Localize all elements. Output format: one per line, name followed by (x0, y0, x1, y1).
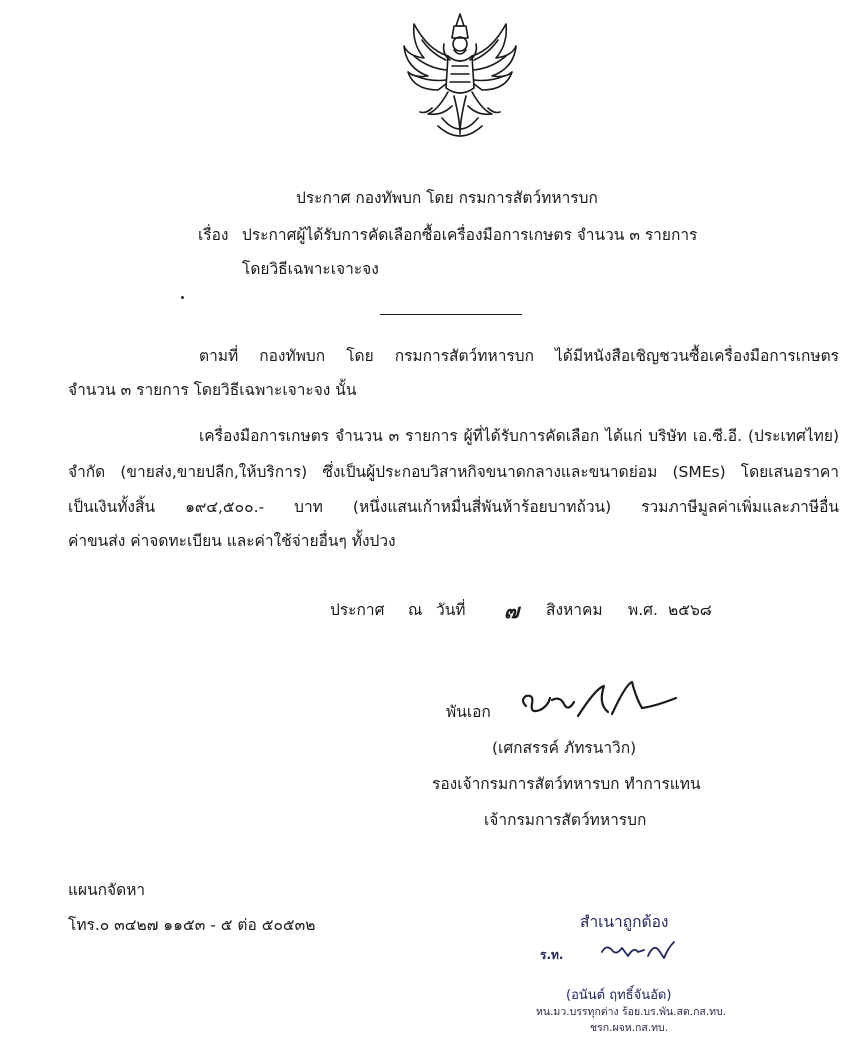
date-day-label: วันที่ (436, 601, 466, 619)
date-year-label: พ.ศ. (628, 601, 658, 619)
subject-line-2: โดยวิธีเฉพาะเจาะจง (242, 260, 379, 278)
footer-department: แผนกจัดหา (68, 881, 146, 899)
header-divider (380, 314, 522, 315)
paragraph-2-line-4: ค่าขนส่ง ค่าจดทะเบียน และค่าใช้จ่ายอื่นๆ ทั้งปวง (68, 532, 396, 550)
paragraph-1-line-2: จำนวน ๓ รายการ โดยวิธีเฉพาะเจาะจง นั้น (68, 381, 357, 399)
issuer-heading: ประกาศ กองทัพบก โดย กรมการสัตว์ทหารบก (296, 189, 598, 207)
paragraph-2-line-1: เครื่องมือการเกษตร จำนวน ๓ รายการ ผู้ที่ได้รับการคัดเลือก ได้แก่ บริษัท เอ.ซี.อี. (ประเทศไทย) (199, 427, 839, 445)
paragraph-2-line-2: จำกัด (ขายส่ง,ขายปลีก,ให้บริการ) ซึ่งเป็นผู้ประกอบวิสาหกิจขนาดกลางและขนาดย่อม (SMEs) โดยเสนอราคา (68, 463, 839, 481)
certifier-rank: ร.ท. (540, 948, 564, 962)
certifier-signature-icon (598, 934, 678, 964)
signer-position-1: รองเจ้ากรมการสัตว์ทหารบก ทำการแทน (432, 775, 701, 793)
footer-phone: โทร.๐ ๓๔๒๗ ๑๑๕๓ - ๕ ต่อ ๕๐๕๓๒ (68, 916, 316, 934)
date-day-handwritten: ๗ (504, 599, 520, 623)
certified-copy-text: สำเนาถูกต้อง (580, 913, 669, 931)
signature-mark-icon (516, 678, 686, 728)
signer-position-2: เจ้ากรมการสัตว์ทหารบก (484, 811, 647, 829)
garuda-emblem-icon (398, 10, 522, 146)
certifier-name: (อนันต์ ฤทธิ์จันอัด) (566, 988, 672, 1003)
subject-line-1: ประกาศผู้ได้รับการคัดเลือกซื้อเครื่องมือการเกษตร จำนวน ๓ รายการ (242, 226, 698, 244)
signer-name: (เศกสรรค์ ภัทรนาวิก) (492, 739, 637, 757)
date-announce: ประกาศ (330, 601, 385, 619)
paragraph-2-line-3: เป็นเงินทั้งสิ้น ๑๙๔,๕๐๐.- บาท (หนึ่งแสนเก้าหมื่นสี่พันห้าร้อยบาทถ้วน) รวมภาษีมูลค่าเพิ่มและภาษีอื่น (68, 498, 839, 516)
subject-label: เรื่อง (198, 226, 229, 244)
certifier-unit-line-1: หน.มว.บรรทุกต่าง ร้อย.บร.พัน.สต.กส.ทบ. (536, 1006, 727, 1018)
paragraph-1-line-1: ตามที่ กองทัพบก โดย กรมการสัตว์ทหารบก ได้มีหนังสือเชิญชวนซื้อเครื่องมือการเกษตร (199, 347, 839, 365)
date-month: สิงหาคม (546, 601, 603, 619)
signer-rank: พันเอก (446, 703, 491, 721)
date-at: ณ (408, 601, 423, 619)
stray-mark (181, 296, 184, 299)
date-year: ๒๕๖๘ (668, 601, 712, 619)
certifier-unit-line-2: ชรก.ผจห.กส.ทบ. (590, 1022, 669, 1034)
